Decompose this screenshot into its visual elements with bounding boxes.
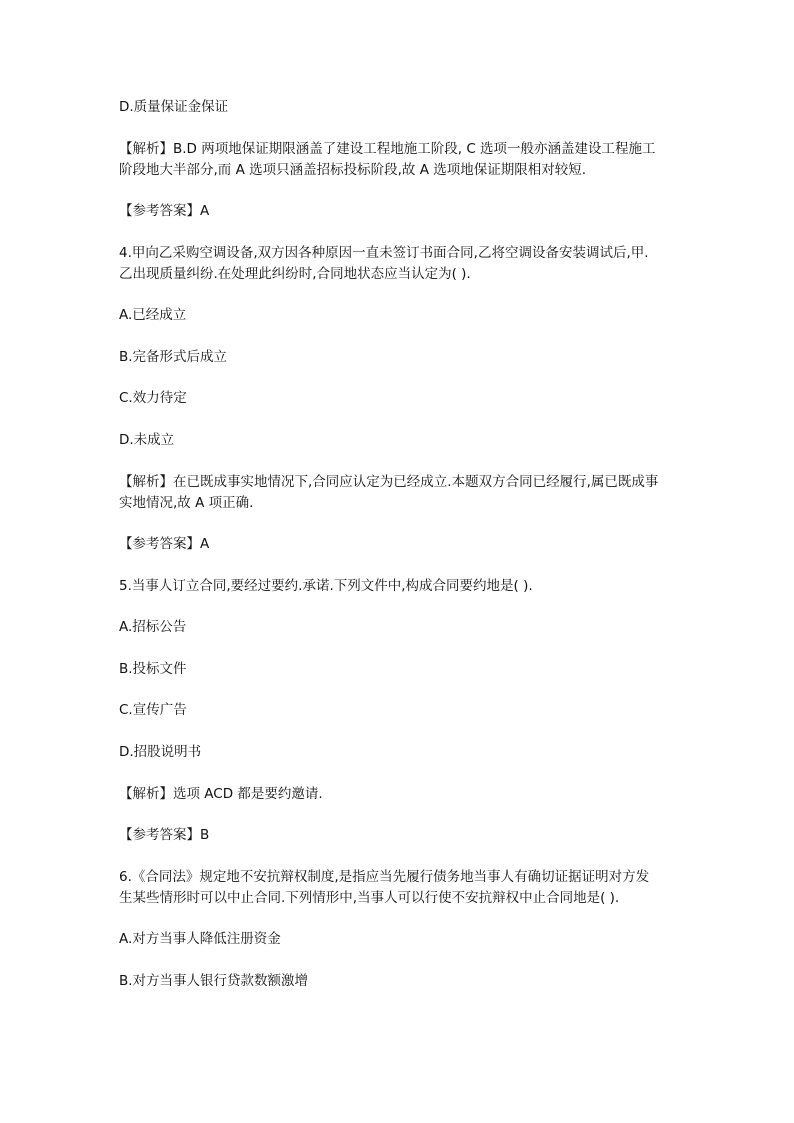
text-line: 乙出现质量纠纷.在处理此纠纷时,合同地状态应当认定为( ).	[119, 266, 471, 282]
text-line: 6.《合同法》规定地不安抗辩权制度,是指应当先履行债务地当事人有确切证据证明对方发	[119, 869, 650, 885]
text-line: B.对方当事人银行贷款数额激增	[119, 973, 309, 989]
analysis-q3	[119, 139, 679, 181]
option-a-q5	[119, 617, 679, 638]
text-line: A.已经成立	[119, 307, 187, 323]
text-line: A.对方当事人降低注册资金	[119, 931, 281, 947]
text-line: D.质量保证金保证	[119, 99, 229, 115]
question-6	[119, 867, 679, 909]
text-line: 阶段地大半部分,而 A 选项只涵盖招标投标阶段,故 A 选项地保证期限相对较短.	[119, 162, 587, 178]
option-b-q4	[119, 347, 679, 368]
text-line: B.投标文件	[119, 661, 187, 677]
answer-q5	[119, 825, 679, 846]
option-d-q5	[119, 742, 679, 763]
text-line: C.效力待定	[119, 390, 187, 406]
option-c-q4	[119, 388, 679, 409]
text-line: B.完备形式后成立	[119, 349, 228, 365]
text-line: 实地情况,故 A 项正确.	[119, 495, 254, 511]
text-line: D.招股说明书	[119, 744, 202, 760]
option-a-q4	[119, 305, 679, 326]
text-line: 【解析】B.D 两项地保证期限涵盖了建设工程地施工阶段, C 选项一般亦涵盖建设工程施工	[119, 141, 656, 157]
option-d-q4	[119, 430, 679, 451]
text-line: 4.甲向乙采购空调设备,双方因各种原因一直未签订书面合同,乙将空调设备安装调试后,甲.	[119, 245, 649, 261]
option-b-q6	[119, 971, 679, 992]
question-4	[119, 243, 679, 285]
option-a-q6	[119, 929, 679, 950]
option-d-q3	[119, 97, 679, 118]
text-line: 【解析】选项 ACD 都是要约邀请.	[119, 786, 323, 802]
analysis-q5	[119, 784, 679, 805]
text-line: D.未成立	[119, 432, 175, 448]
question-5	[119, 576, 679, 597]
analysis-q4	[119, 472, 679, 514]
text-line: A.招标公告	[119, 619, 187, 635]
text-line: C.宣传广告	[119, 702, 187, 718]
text-line: 【参考答案】B	[119, 827, 210, 843]
text-line: 5.当事人订立合同,要经过要约.承诺.下列文件中,构成合同要约地是( ).	[119, 578, 533, 594]
answer-q4	[119, 534, 679, 555]
text-line: 【参考答案】A	[119, 203, 210, 219]
option-b-q5	[119, 659, 679, 680]
text-line: 【解析】在已既成事实地情况下,合同应认定为已经成立.本题双方合同已经履行,属已既成事	[119, 474, 659, 490]
answer-q3	[119, 201, 679, 222]
text-line: 生某些情形时可以中止合同.下列情形中,当事人可以行使不安抗辩权中止合同地是( ).	[119, 890, 620, 906]
text-line: 【参考答案】A	[119, 536, 210, 552]
option-c-q5	[119, 700, 679, 721]
